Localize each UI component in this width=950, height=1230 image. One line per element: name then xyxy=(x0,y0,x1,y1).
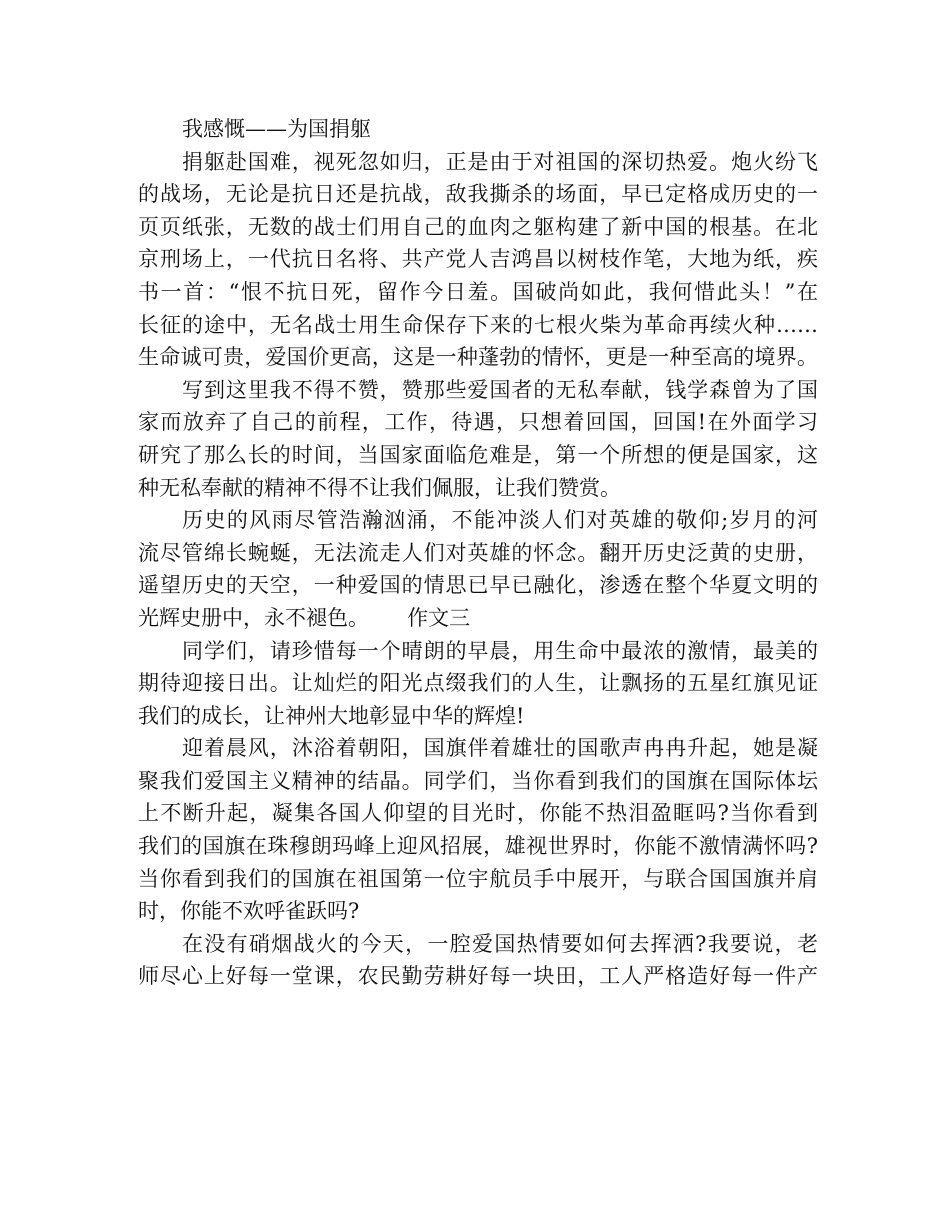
text-line: 研究了那么长的时间，当国家面临危难是，第一个所想的便是国家，这 xyxy=(138,442,818,467)
text-line: 上不断升起，凝集各国人仰望的目光时，你能不热泪盈眶吗?当你看到 xyxy=(138,801,818,826)
text-line: 聚我们爱国主义精神的结晶。同学们，当你看到我们的国旗在国际体坛 xyxy=(138,768,818,793)
essay-title: 我感慨——为国捐躯 xyxy=(182,117,371,141)
text-line: 在没有硝烟战火的今天，一腔爱国热情要如何去挥洒?我要说，老 xyxy=(182,931,818,956)
text-line: 时，你能不欢呼雀跃吗? xyxy=(138,899,360,924)
text-line: 书一首：“恨不抗日死，留作今日羞。国破尚如此，我何惜此头！”在 xyxy=(138,279,818,304)
text-line: 写到这里我不得不赞，赞那些爱国者的无私奉献，钱学森曾为了国 xyxy=(182,377,818,402)
text-line: 捐躯赴国难，视死忽如归，正是由于对祖国的深切热爱。炮火纷飞 xyxy=(182,149,818,174)
text-line: 的战场，无论是抗日还是抗战，敌我撕杀的场面，早已定格成历史的一 xyxy=(138,182,818,207)
text-line: 光辉史册中，永不褪色。 作文三 xyxy=(138,605,471,630)
text-line: 长征的途中，无名战士用生命保存下来的七根火柴为革命再续火种…… xyxy=(138,312,818,337)
text-line: 遥望历史的天空，一种爱国的情思已早已融化，渗透在整个华夏文明的 xyxy=(138,573,818,598)
text-line: 我们的成长，让神州大地彰显中华的辉煌! xyxy=(138,703,525,728)
text-line: 生命诚可贵，爱国价更高，这是一种蓬勃的情怀，更是一种至高的境界。 xyxy=(138,345,818,370)
text-line: 流尽管绵长蜿蜒，无法流走人们对英雄的怀念。翻开历史泛黄的史册， xyxy=(138,540,818,565)
text-line: 当你看到我们的国旗在祖国第一位宇航员手中展开，与联合国国旗并肩 xyxy=(138,866,818,891)
text-line: 同学们，请珍惜每一个晴朗的早晨，用生命中最浓的激情，最美的 xyxy=(182,638,818,663)
text-line: 种无私奉献的精神不得不让我们佩服，让我们赞赏。 xyxy=(138,475,621,500)
text-line: 历史的风雨尽管浩瀚汹涌，不能冲淡人们对英雄的敬仰;岁月的河 xyxy=(182,508,818,533)
text-line: 家而放弃了自己的前程，工作，待遇，只想着回国，回国!在外面学习 xyxy=(138,410,818,435)
text-line: 页页纸张，无数的战士们用自己的血肉之躯构建了新中国的根基。在北 xyxy=(138,214,818,239)
text-line: 我们的国旗在珠穆朗玛峰上迎风招展，雄视世界时，你能不激情满怀吗? xyxy=(138,834,818,859)
text-line: 师尽心上好每一堂课，农民勤劳耕好每一块田，工人严格造好每一件产 xyxy=(138,964,818,989)
essay-body xyxy=(138,113,818,993)
text-line: 迎着晨风，沐浴着朝阳，国旗伴着雄壮的国歌声冉冉升起，她是凝 xyxy=(182,736,818,761)
text-line: 期待迎接日出。让灿烂的阳光点缀我们的人生，让飘扬的五星红旗见证 xyxy=(138,671,818,696)
text-line: 京刑场上，一代抗日名将、共产党人吉鸿昌以树枝作笔，大地为纸，疾 xyxy=(138,247,818,272)
